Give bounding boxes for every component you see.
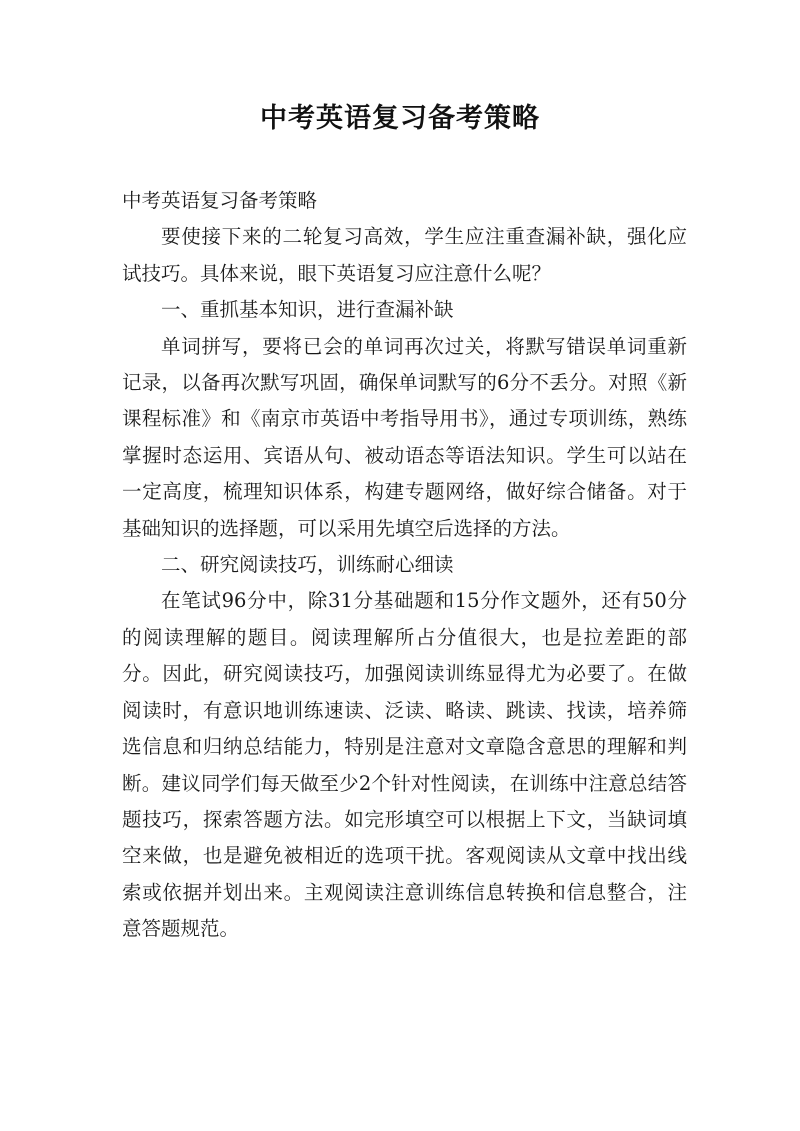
- section-heading-2: 二、研究阅读技巧，训练耐心细读: [161, 553, 454, 577]
- section-heading-1: 一、重抓基本知识，进行查漏补缺: [161, 298, 454, 322]
- document-body: [122, 183, 687, 948]
- document-subtitle: 中考英语复习备考策略: [122, 189, 318, 212]
- paragraph-section-2: 在笔试96分中，除31分基础题和15分作文题外，还有50分的阅读理解的题目。阅读理解所占分值很大，也是拉差距的部分。因此，研究阅读技巧，加强阅读训练显得尤为必要了。在做阅读时，有意识地训练速读、泛读、略读、跳读、找读，培养筛选信息和归纳总结能力，特别是注意对文章隐含意思的理解和判断。建议同学们每天做至少2个针对性阅读，在训练中注意总结答题技巧，探索答题方法。如完形填空可以根据上下文，当缺词填空来做，也是避免被相近的选项干扰。客观阅读从文章中找出线索或依据并划出来。主观阅读注意训练信息转换和信息整合，注意答题规范。: [122, 589, 687, 941]
- paragraph-section-1: 单词拼写，要将已会的单词再次过关，将默写错误单词重新记录，以备再次默写巩固，确保单词默写的6分不丢分。对照《新课程标准》和《南京市英语中考指导用书》，通过专项训练，熟练掌握时态运用、宾语从句、被动语态等语法知识。学生可以站在一定高度，梳理知识体系，构建专题网络，做好综合储备。对于基础知识的选择题，可以采用先填空后选择的方法。: [122, 334, 687, 540]
- document-title: 中考英语复习备考策略: [260, 103, 540, 134]
- paragraph-intro: 要使接下来的二轮复习高效，学生应注重查漏补缺，强化应试技巧。具体来说，眼下英语复习应注意什么呢？: [122, 225, 687, 285]
